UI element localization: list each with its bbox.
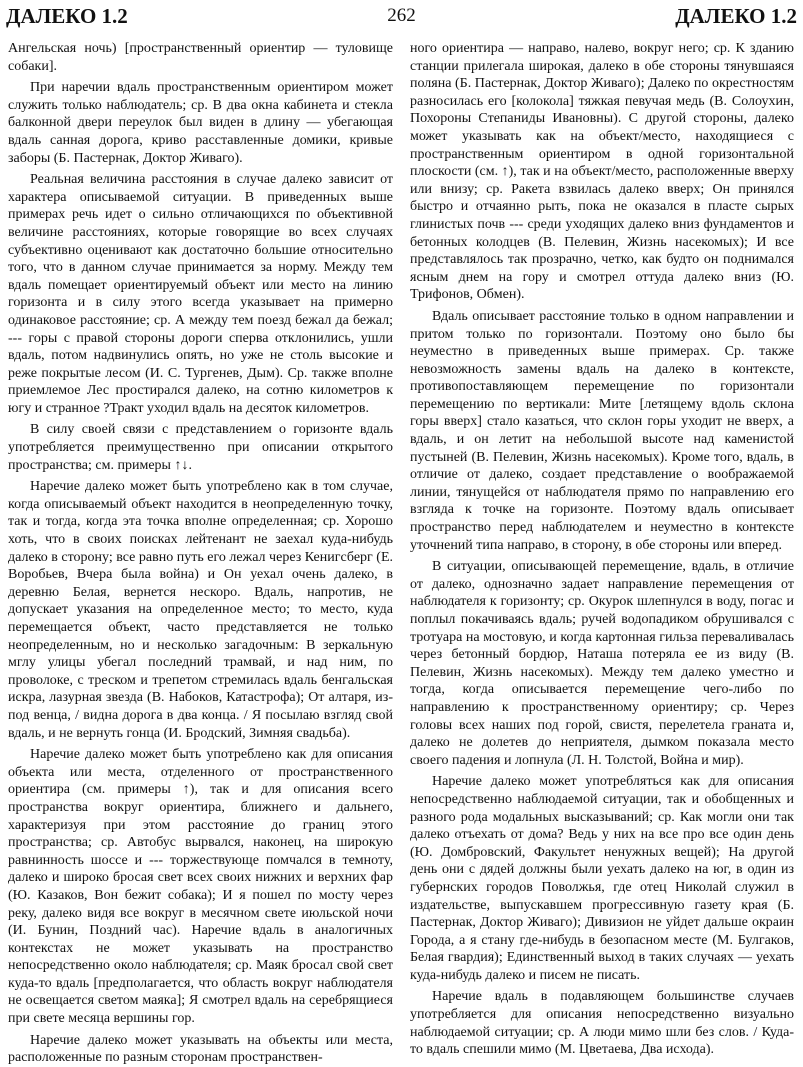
- paragraph: Вдаль описывает расстояние только в одном направлении и притом только по горизонтали. Поэтому оно было бы неуместно в приведенных выше примерах. Ср. также невозможность замены вдаль на далеко в контексте, противопоставляющем перемещение по горизонтали перемещению по вертикали: Мите [летящему вдоль склона горы вверх] стало казаться, что склон горы уходит не вверх, а вдаль, и он летит на небольшой высоте над каменистой пустыней (В. Пелевин, Жизнь насекомых). Кроме того, вдаль, в отличие от далеко, создает представление о воображаемой линии, тянущейся от наблюдателя прямо по направлению его взгляда к точке на горизонте. Поэтому вдаль описывает пространство перед наблюдателем и неуместно в контексте уточнений типа направо, в сторону, в обе стороны или вперед.: [410, 308, 794, 553]
- paragraph: Наречие далеко может употребляться как для описания непосредственно наблюдаемой ситуации, так и обобщенных и разного рода модальных высказываний; ср. Как могли они так далеко отъехать от дома? Ведь у них на все про все один день (Ю. Домбровский, Факультет ненужных вещей); На другой день они с дядей должны были уехать далеко на юг, в один из губернских городов Поволжья, где отец Николай служил в издательстве, выпускавшем прогрессивную газету края (Б. Пастернак, Доктор Живаго); Дивизион не уйдет дальше окраин Города, а я стану где-нибудь в безопасном месте (М. Булгаков, Белая гвардия); Единственный выход в таких случаях — уехать куда-нибудь далеко и писем не писать.: [410, 774, 794, 983]
- paragraph: В ситуации, описывающей перемещение, вдаль, в отличие от далеко, однозначно задает направление перемещения от наблюдателя к горизонту; ср. Окурок шлепнулся в воду, погас и поплыл покачиваясь вдаль; ручей водопадиком обрушивался с тротуара на мостовую, и когда картонная гильза переваливалась через бетонный бордюр, Наташа потеряла ее из виду (В. Пелевин, Жизнь насекомых). Между тем далеко уместно и тогда, когда описывается перемещение чего-либо по направлению к пространственному ориентиру; ср. Через головы всех наших под горой, свистя, перелетела граната и, далеко не долетев до неприятеля, дымком показала место своего падения и лопнула (Л. Н. Толстой, Война и мир).: [410, 559, 794, 768]
- paragraph: Наречие далеко может указывать на объекты или места, расположенные по разным сторонам пространствен-: [8, 1032, 393, 1066]
- running-head-right: ДАЛЕКО 1.2: [675, 4, 797, 28]
- paragraph: В силу своей связи с представлением о горизонте вдаль употребляется преимущественно при описании открытого пространства; см. примеры ↑↓.: [8, 422, 393, 473]
- page-number: 262: [387, 5, 416, 26]
- paragraph: Ангельская ночь) [пространственный ориентир — туловище собаки].: [8, 41, 393, 74]
- left-column: [8, 40, 393, 1066]
- running-head-left: ДАЛЕКО 1.2: [6, 4, 128, 28]
- paragraph: Наречие вдаль в подавляющем большинстве случаев употребляется для описания непосредственно визуально наблюдаемой ситуации; ср. А люди мимо шли без слов. / Куда-то вдаль спешили мимо (М. Цветаева, Два исхода).: [410, 989, 794, 1058]
- paragraph: Реальная величина расстояния в случае далеко зависит от характера описываемой ситуации. В приведенных выше примерах речь идет о сильно отличающихся по объективной величине расстояниях, которые говорящие во всех случаях субъективно оценивают как достаточно большие относительно того, что в данном случае принимается за норму. Между тем вдаль помещает ориентируемый объект или место на линию горизонта и в силу этого всегда указывает на примерно одинаковое расстояние; ср. А между тем поезд бежал да бежал; --- горы с правой стороны дороги сперва отклонились, ушли вдаль, потом надвинулись опять, но уже не столь высокие и реже покрытые лесом (И. С. Тургенев, Дым). Ср. также вполне приемлемое Лес простирался далеко, на сотню километров к югу и странное ?Тракт уходил вдаль на десяток километров.: [8, 172, 393, 416]
- paragraph: ного ориентира — направо, налево, вокруг него; ср. К зданию станции прилегала широкая, далеко в обе стороны тянувшаяся поляна (Б. Пастернак, Доктор Живаго); Далеко по окрестностям разносилась его [колокола] тяжкая певучая медь (В. Солоухин, Похороны Степаниды Ивановны). С другой стороны, далеко может указывать как на объект/место, находящиеся с пространственным ориентиром в одной горизонтальной плоскости (см. ↑), так и на объект/место, расположенные вверху или внизу; ср. Ракета взвилась далеко вверх; Он принялся быстро и отчаянно рыть, пока не оказался в пласте сырых глинистых почв --- среди уходящих далеко вниз фундаментов и бетонных колодцев (В. Пелевин, Жизнь насекомых); И все представлялось так прозрачно, четко, как будто он поднимался ясным днем на гору и смотрел оттуда далеко вниз (Ю. Трифонов, Обмен).: [410, 41, 794, 303]
- paragraph: При наречии вдаль пространственным ориентиром может служить только наблюдатель; ср. В два окна кабинета и стекла балконной двери переулок был виден в длину — убегающая вдаль санная дорога, криво расставленные домики, кривые заборы (Б. Пастернак, Доктор Живаго).: [8, 80, 393, 166]
- paragraph: Наречие далеко может быть употреблено как в том случае, когда описываемый объект находится в неопределенную точку, так и тогда, когда эта точка вполне определенная; ср. Хорошо хоть, что в своих поисках лейтенант не заехал куда-нибудь далеко в сторону; все равно путь его лежал через Кенигсберг (Е. Воробьев, Вчера была война) и Он уехал очень далеко, в деревню Белая, вернется нескоро. Вдаль, напротив, не допускает указания на определенное место; то место, куда перемещается объект, часто представляется не только неопределенным, но и несколько загадочным: В зеркальную мглу улицы убегал последний трамвай, и над ним, по проволоке, с треском и трепетом стремилась вдаль бенгальская искра, лазурная звезда (В. Набоков, Катастрофа); От алтаря, из-под венца, / видна дорога в два конца. / Я посылаю взгляд свой вдаль, и не вернуть гонца (И. Бродский, Зимняя свадьба).: [8, 479, 393, 741]
- paragraph: Наречие далеко может быть употреблено как для описания объекта или места, отделенного от пространственного ориентира (см. примеры ↑), так и для описания всего пространства вокруг ориентира, ближнего и дальнего, характеризуя при этом расстояние до границ этого пространства; ср. Автобус вырвался, наконец, на широкую равнинность шоссе и --- торжествующе помчался в темноту, далеко и широко бросая свет всех своих нижних и верхних фар (Ю. Казаков, Вон бежит собака); И я пошел по мосту через реку, далеко видя все вокруг в месячном свете июльской ночи (И. Бунин, Поздний час). Наречие вдаль в аналогичных контекстах не может указывать на пространство непосредственно около наблюдателя; ср. Маяк бросал свой свет куда-то вдаль [предполагается, что область вокруг наблюдателя не освещается светом маяка]; Я смотрел вдаль на серебрящиеся при свете месяца вершины гор.: [8, 747, 393, 1027]
- right-column: [410, 40, 794, 1058]
